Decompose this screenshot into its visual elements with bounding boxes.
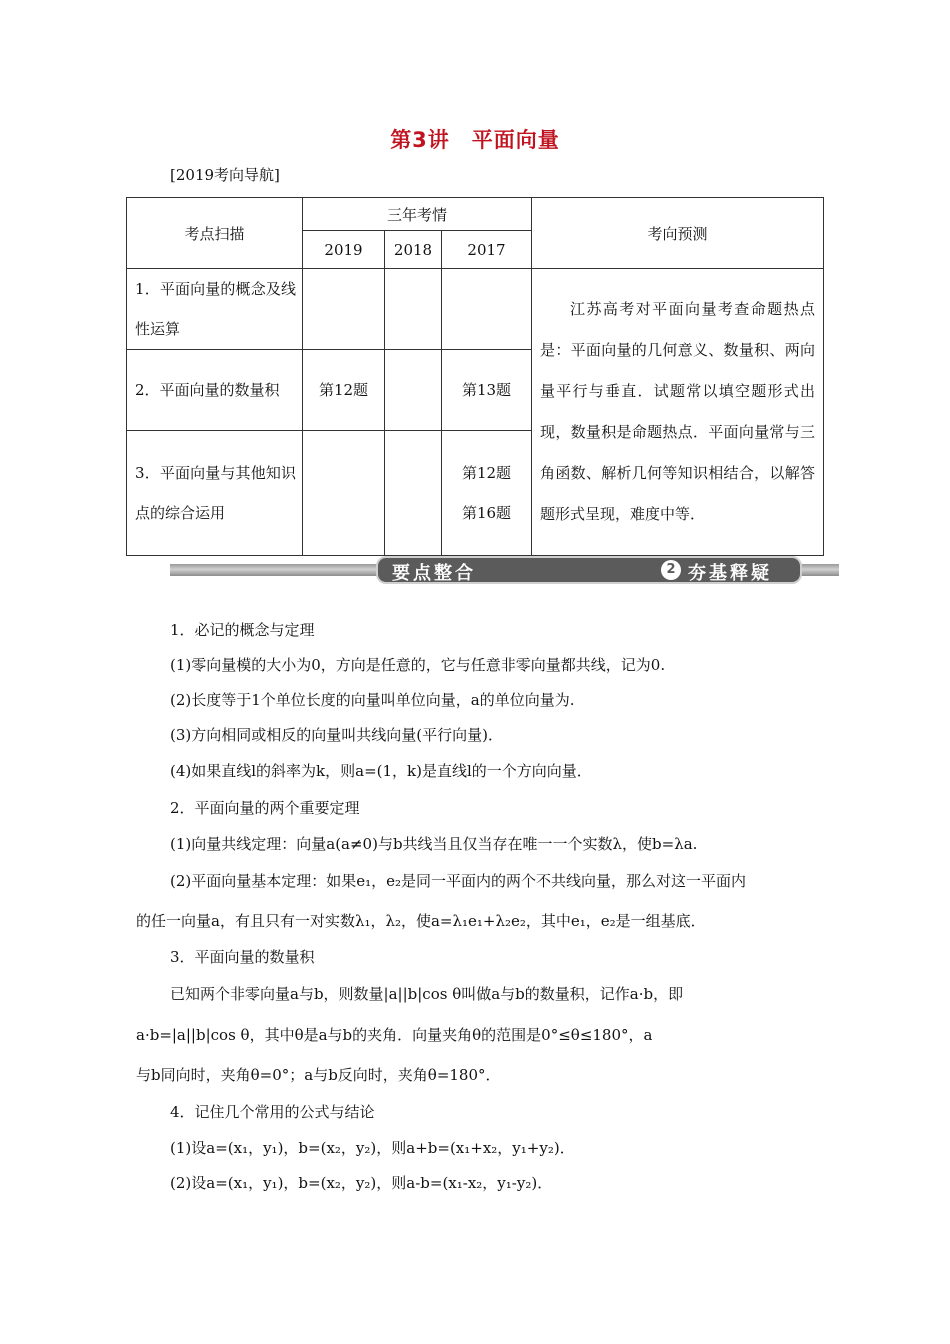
paragraph: (2)平面向量基本定理：如果e₁，e₂是同一平面内的两个不共线向量，那么对这一平面内 — [170, 872, 747, 890]
paragraph: 已知两个非零向量a与b，则数量|a||b|cos θ叫做a与b的数量积，记作a·b，即 — [170, 985, 684, 1003]
header-three-years: 三年考情 — [303, 198, 532, 231]
exam-trend-table — [126, 197, 824, 556]
paragraph: 与b同向时，夹角θ=0°；a与b反向时，夹角θ=180°． — [136, 1066, 501, 1084]
number-badge-icon: 2 — [661, 560, 681, 580]
year-cell — [303, 431, 385, 556]
banner-right-text: 夯基释疑 — [688, 563, 772, 584]
paragraph: (3)方向相同或相反的向量叫共线向量(平行向量)． — [170, 726, 503, 744]
section-heading-1: 1．必记的概念与定理 — [170, 621, 315, 639]
header-year-2019: 2019 — [303, 231, 385, 269]
paragraph: (2)设a=(x₁，y₁)，b=(x₂，y₂)，则a-b=(x₁-x₂，y₁-y₂)． — [170, 1174, 553, 1192]
section-heading-2: 2．平面向量的两个重要定理 — [170, 799, 360, 817]
header-year-2017: 2017 — [442, 231, 532, 269]
year-cell — [442, 269, 532, 350]
topic-cell: 1．平面向量的概念及线性运算 — [127, 269, 303, 350]
banner-left-text: 要点整合 — [392, 563, 476, 584]
paragraph: (2)长度等于1个单位长度的向量叫单位向量，a的单位向量为. — [170, 691, 575, 709]
topic-cell: 2．平面向量的数量积 — [127, 350, 303, 431]
year-cell — [385, 431, 442, 556]
year-cell: 第12题 — [303, 350, 385, 431]
year-cell — [385, 269, 442, 350]
header-year-2018: 2018 — [385, 231, 442, 269]
paragraph: a·b=|a||b|cos θ，其中θ是a与b的夹角．向量夹角θ的范围是0°≤θ≤180°，a — [136, 1026, 653, 1044]
section-heading-3: 3．平面向量的数量积 — [170, 948, 315, 966]
page-title: 第3讲 平面向量 — [390, 128, 560, 152]
prediction-cell: 江苏高考对平面向量考查命题热点是：平面向量的几何意义、数量积、两向量平行与垂直．试题常以填空题形式出现，数量积是命题热点．平面向量常与三角函数、解析几何等知识相结合，以解答题形式呈现，难度中等． — [532, 269, 824, 556]
year-cell — [303, 269, 385, 350]
year-cell — [385, 350, 442, 431]
year-cell: 第12题 第16题 — [442, 431, 532, 556]
section-banner — [170, 556, 839, 586]
section-heading-4: 4．记住几个常用的公式与结论 — [170, 1103, 375, 1121]
paragraph: 的任一向量a，有且只有一对实数λ₁，λ₂，使a=λ₁e₁+λ₂e₂，其中e₁，e₂是一组基底． — [136, 912, 706, 930]
topic-cell: 3．平面向量与其他知识点的综合运用 — [127, 431, 303, 556]
paragraph: (1)向量共线定理：向量a(a≠0)与b共线当且仅当存在唯一一个实数λ，使b=λa. — [170, 835, 698, 853]
paragraph: (1)设a=(x₁，y₁)，b=(x₂，y₂)，则a+b=(x₁+x₂，y₁+y₂)． — [170, 1139, 575, 1157]
paragraph: (4)如果直线l的斜率为k，则a=(1，k)是直线l的一个方向向量． — [170, 762, 592, 780]
year-cell: 第13题 — [442, 350, 532, 431]
header-prediction: 考向预测 — [532, 198, 824, 269]
header-topic: 考点扫描 — [127, 198, 303, 269]
paragraph: (1)零向量模的大小为0，方向是任意的，它与任意非零向量都共线，记为0. — [170, 656, 666, 674]
section-label: [2019考向导航] — [170, 166, 280, 184]
